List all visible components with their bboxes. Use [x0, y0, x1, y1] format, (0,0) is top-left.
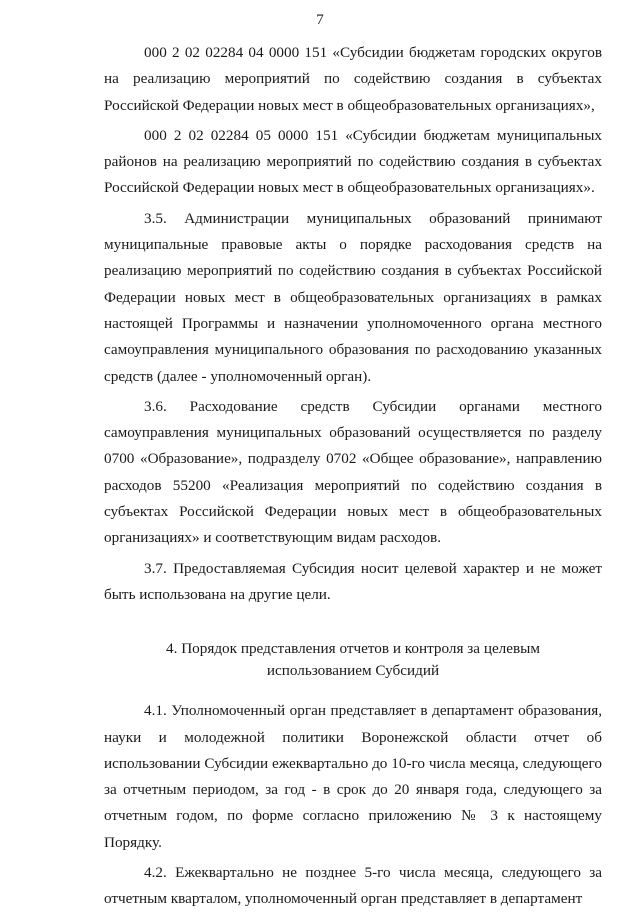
paragraph-3-7: 3.7. Предоставляемая Субсидия носит целевой характер и не может быть использована на другие цели.: [104, 559, 602, 603]
section-4-heading: [104, 638, 602, 682]
document-body: [104, 40, 602, 913]
section-4-heading-line1: 4. Порядок представления отчетов и контроля за целевым: [166, 640, 540, 658]
page-number: 7: [316, 12, 324, 28]
paragraph-3-5: 3.5. Администрации муниципальных образований принимают муниципальные правовые акты о порядке расходования средств на реализацию мероприятий по содействию создания в субъектах Российской Федерации новых мест в общеобразовательных организациях в рамках настоящей Программы и назначении уполномоченного органа местного самоуправления муниципального образования по расходованию указанных средств (далее - уполномоченный орган).: [104, 209, 602, 385]
paragraph-3-6: 3.6. Расходование средств Субсидии органами местного самоуправления муниципальных образований осуществляется по разделу 0700 «Образование», подразделу 0702 «Общее образование», направлению расходов 55200 «Реализация мероприятий по содействию создания в субъектах Российской Федерации новых мест в общеобразовательных организациях» и соответствующим видам расходов.: [104, 397, 602, 547]
section-4-heading-line2: использованием Субсидий: [266, 662, 440, 680]
paragraph-kbk-city: 000 2 02 02284 04 0000 151 «Субсидии бюджетам городских округов на реализацию мероприятий по содействию создания в субъектах Российской Федерации новых мест в общеобразовательных организациях»,: [104, 44, 602, 114]
paragraph-kbk-district: 000 2 02 02284 05 0000 151 «Субсидии бюджетам муниципальных районов на реализацию мероприятий по содействию создания в субъектах Российской Федерации новых мест в общеобразовательных организациях».: [104, 126, 602, 197]
paragraph-4-1: 4.1. Уполномоченный орган представляет в департамент образования, науки и молодежной политики Воронежской области отчет об использовании Субсидии ежеквартально до 10-го числа месяца, следующего за отчетным периодом, за год - в срок до 20 января года, следующего за отчетным годом, по форме согласно приложению № 3 к настоящему Порядку.: [104, 702, 602, 851]
paragraph-4-2: 4.2. Ежеквартально не позднее 5-го числа месяца, следующего за отчетным кварталом, уполномоченный орган представляет в департамент: [104, 864, 602, 908]
